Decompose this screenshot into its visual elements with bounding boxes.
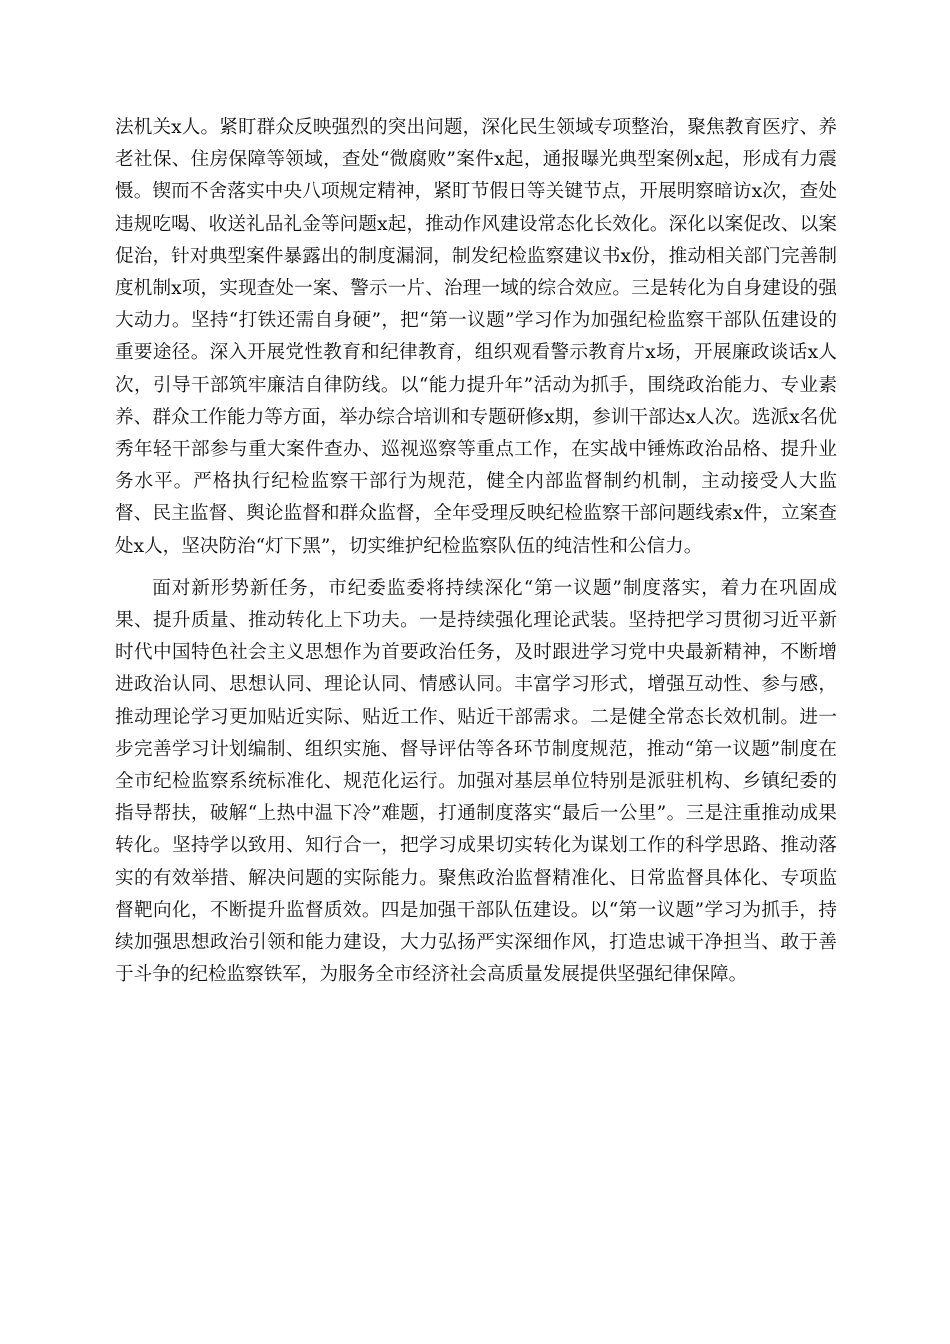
document-body bbox=[115, 112, 837, 991]
body-paragraph-continued: 法机关x人。紧盯群众反映强烈的突出问题，深化民生领域专项整治，聚焦教育医疗、养老社保、住房保障等领域，查处“微腐败”案件x起，通报曝光典型案例x起，形成有力震慑。锲而不舍落实中央八项规定精神，紧盯节假日等关键节点，开展明察暗访x次，查处违规吃喝、收送礼品礼金等问题x起，推动作风建设常态化长效化。深化以案促改、以案促治，针对典型案件暴露出的制度漏洞，制发纪检监察建议书x份，推动相关部门完善制度机制x项，实现查处一案、警示一片、治理一域的综合效应。三是转化为自身建设的强大动力。坚持“打铁还需自身硬”，把“第一议题”学习作为加强纪检监察干部队伍建设的重要途径。深入开展党性教育和纪律教育，组织观看警示教育片x场，开展廉政谈话x人次，引导干部筑牢廉洁自律防线。以“能力提升年”活动为抓手，围绕政治能力、专业素养、群众工作能力等方面，举办综合培训和专题研修x期，参训干部达x人次。选派x名优秀年轻干部参与重大案件查办、巡视巡察等重点工作，在实战中锤炼政治品格、提升业务水平。严格执行纪检监察干部行为规范，健全内部监督制约机制，主动接受人大监督、民主监督、舆论监督和群众监督，全年受理反映纪检监察干部问题线索x件，立案查处x人，坚决防治“灯下黑”，切实维护纪检监察队伍的纯洁性和公信力。 bbox=[115, 117, 837, 557]
body-paragraph-outlook: 面对新形势新任务，市纪委监委将持续深化“第一议题”制度落实，着力在巩固成果、提升质量、推动转化上下功夫。一是持续强化理论武装。坚持把学习贯彻习近平新时代中国特色社会主义思想作为首要政治任务，及时跟进学习党中央最新精神，不断增进政治认同、思想认同、理论认同、情感认同。丰富学习形式，增强互动性、参与感，推动理论学习更加贴近实际、贴近工作、贴近干部需求。二是健全常态长效机制。进一步完善学习计划编制、组织实施、督导评估等各环节制度规范，推动“第一议题”制度在全市纪检监察系统标准化、规范化运行。加强对基层单位特别是派驻机构、乡镇纪委的指导帮扶，破解“上热中温下冷”难题，打通制度落实“最后一公里”。三是注重推动成果转化。坚持学以致用、知行合一，把学习成果切实转化为谋划工作的科学思路、推动落实的有效举措、解决问题的实际能力。聚焦政治监督精准化、日常监督具体化、专项监督靶向化，不断提升监督质效。四是加强干部队伍建设。以“第一议题”学习为抓手，持续加强思想政治引领和能力建设，大力弘扬严实深细作风，打造忠诚干净担当、敢于善于斗争的纪检监察铁军，为服务全市经济社会高质量发展提供坚强纪律保障。 bbox=[115, 577, 837, 986]
